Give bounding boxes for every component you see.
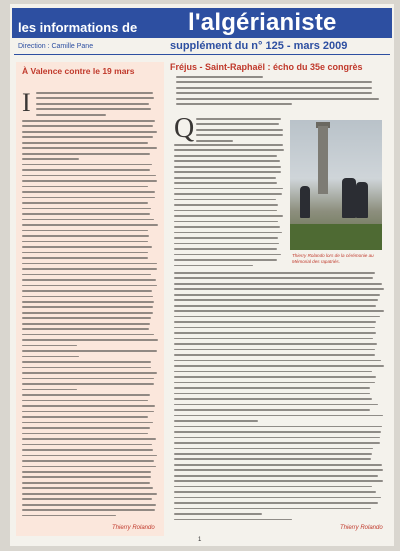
text-line: [22, 279, 156, 281]
person-figure: [300, 186, 310, 218]
text-line: [174, 393, 370, 395]
text-line: [174, 508, 371, 510]
text-line: [22, 345, 77, 347]
text-line: [22, 411, 154, 413]
text-line: [174, 215, 283, 217]
text-line: [22, 339, 158, 341]
text-line: [176, 87, 372, 89]
text-line: [176, 92, 372, 94]
text-line: [22, 438, 156, 440]
left-article-body-short: [36, 92, 158, 119]
text-line: [22, 416, 148, 418]
text-line: [22, 487, 153, 489]
text-line: [174, 338, 373, 340]
text-line: [22, 306, 153, 308]
text-line: [22, 328, 149, 330]
text-line: [196, 123, 279, 125]
text-line: [196, 134, 283, 136]
text-line: [174, 283, 382, 285]
text-line: [174, 210, 277, 212]
masthead-prefix: les informations de: [18, 20, 138, 35]
text-line: [174, 144, 283, 146]
page-number: 1: [198, 537, 202, 543]
text-line: [174, 437, 380, 439]
text-line: [174, 166, 281, 168]
text-line: [174, 448, 373, 450]
text-line: [174, 480, 383, 482]
text-line: [22, 317, 151, 319]
newspaper-page: [10, 4, 394, 546]
text-line: [22, 142, 148, 144]
text-line: [22, 378, 154, 380]
text-line: [22, 422, 153, 424]
text-line: [22, 235, 149, 237]
header-divider: [14, 54, 390, 55]
masthead-title: l'algérianiste: [188, 9, 337, 36]
text-line: [22, 389, 77, 391]
left-article-dropcap: I: [22, 88, 31, 117]
text-line: [174, 277, 373, 279]
text-line: [176, 98, 379, 100]
text-line: [174, 442, 380, 444]
text-line: [174, 409, 370, 411]
text-line: [22, 180, 157, 182]
text-line: [22, 224, 158, 226]
text-line: [174, 160, 280, 162]
text-line: [174, 243, 279, 245]
text-line: [22, 296, 153, 298]
text-line: [22, 241, 148, 243]
text-line: [22, 147, 157, 149]
text-line: [174, 502, 378, 504]
text-line: [174, 327, 375, 329]
text-line: [22, 356, 79, 358]
text-line: [174, 177, 276, 179]
left-article-title: À Valence contre le 19 mars: [22, 66, 135, 76]
text-line: [174, 265, 253, 267]
text-line: [22, 230, 148, 232]
text-line: [22, 285, 157, 287]
text-line: [196, 140, 233, 142]
photo-caption: Thierry Rolando lors de la cérémonie au Mémorial des rapatriés.: [292, 253, 374, 264]
direction-line: Direction : Camille Pane: [18, 43, 94, 50]
text-line: [174, 382, 375, 384]
text-line: [22, 125, 153, 127]
text-line: [22, 482, 150, 484]
text-line: [174, 360, 381, 362]
text-line: [22, 515, 116, 517]
text-line: [174, 519, 292, 521]
text-line: [36, 97, 154, 99]
text-line: [36, 114, 106, 116]
text-line: [22, 186, 148, 188]
text-line: [22, 175, 156, 177]
text-line: [22, 498, 152, 500]
text-line: [36, 108, 151, 110]
text-line: [174, 199, 276, 201]
text-line: [174, 354, 375, 356]
supplement-line: supplément du n° 125 - mars 2009: [170, 40, 348, 52]
right-article-signature: Thierry Rolando: [340, 525, 383, 531]
text-line: [174, 149, 284, 151]
text-line: [174, 294, 380, 296]
text-line: [22, 361, 151, 363]
congress-photo: [290, 120, 382, 250]
right-article-body-side: [174, 144, 284, 270]
text-line: [22, 252, 148, 254]
text-line: [174, 171, 281, 173]
masthead-banner: [12, 8, 392, 38]
text-line: [22, 208, 151, 210]
text-line: [174, 188, 283, 190]
text-line: [174, 398, 372, 400]
text-line: [22, 246, 152, 248]
text-line: [174, 254, 281, 256]
text-line: [174, 204, 278, 206]
text-line: [174, 288, 384, 290]
text-line: [174, 426, 382, 428]
text-line: [174, 431, 381, 433]
text-line: [22, 367, 151, 369]
text-line: [174, 310, 384, 312]
text-line: [174, 259, 277, 261]
text-line: [174, 248, 277, 250]
text-line: [174, 221, 278, 223]
text-line: [174, 458, 371, 460]
text-line: [22, 268, 157, 270]
right-article-intro: [176, 76, 384, 109]
text-line: [174, 469, 383, 471]
text-line: [174, 365, 384, 367]
text-line: [196, 118, 281, 120]
text-line: [22, 169, 150, 171]
memorial-tower: [318, 126, 328, 194]
right-article-title: Fréjus - Saint-Raphaël : écho du 35e congrès: [170, 62, 363, 72]
text-line: [22, 350, 157, 352]
text-line: [22, 312, 153, 314]
text-line: [22, 202, 148, 204]
text-line: [174, 305, 376, 307]
text-line: [174, 182, 277, 184]
text-line: [174, 272, 375, 274]
text-line: [22, 476, 151, 478]
text-line: [174, 404, 378, 406]
text-line: [174, 486, 372, 488]
text-line: [22, 427, 150, 429]
text-line: [22, 433, 148, 435]
text-line: [176, 103, 292, 105]
text-line: [174, 376, 376, 378]
text-line: [174, 332, 376, 334]
text-line: [22, 323, 150, 325]
text-line: [22, 493, 157, 495]
text-line: [22, 372, 157, 374]
text-line: [22, 153, 150, 155]
text-line: [22, 164, 152, 166]
text-line: [176, 76, 263, 78]
text-line: [22, 444, 152, 446]
text-line: [22, 213, 150, 215]
text-line: [22, 158, 79, 160]
person-figure: [342, 178, 356, 218]
text-line: [22, 301, 154, 303]
text-line: [174, 193, 282, 195]
text-line: [174, 371, 372, 373]
text-line: [22, 120, 155, 122]
text-line: [22, 509, 155, 511]
text-line: [174, 343, 377, 345]
text-line: [22, 400, 148, 402]
right-article-body-bottom: [174, 272, 384, 524]
text-line: [36, 92, 153, 94]
text-line: [22, 219, 154, 221]
text-line: [22, 257, 148, 259]
text-line: [174, 464, 382, 466]
text-line: [174, 420, 258, 422]
text-line: [22, 290, 152, 292]
text-line: [22, 405, 155, 407]
grass-foreground: [290, 224, 382, 250]
text-line: [22, 274, 151, 276]
text-line: [22, 197, 155, 199]
text-line: [174, 513, 262, 515]
left-article-body: [22, 120, 158, 520]
text-line: [174, 226, 280, 228]
person-figure: [356, 182, 368, 218]
text-line: [22, 131, 157, 133]
text-line: [174, 237, 278, 239]
left-article: [16, 62, 164, 536]
right-article-dropcap: Q: [174, 113, 195, 144]
text-line: [196, 129, 283, 131]
text-line: [36, 103, 149, 105]
text-line: [176, 81, 372, 83]
text-line: [22, 263, 157, 265]
right-article-body-top: [196, 118, 284, 145]
text-line: [174, 349, 375, 351]
left-article-signature: Thierry Rolando: [112, 525, 155, 531]
text-line: [174, 475, 378, 477]
text-line: [22, 383, 154, 385]
text-line: [174, 497, 381, 499]
text-line: [174, 299, 378, 301]
text-line: [22, 394, 150, 396]
text-line: [22, 455, 157, 457]
text-line: [22, 504, 156, 506]
text-line: [22, 334, 154, 336]
text-line: [22, 136, 153, 138]
text-line: [174, 321, 376, 323]
text-line: [22, 191, 155, 193]
text-line: [174, 453, 372, 455]
text-line: [174, 491, 376, 493]
text-line: [22, 460, 154, 462]
text-line: [174, 155, 277, 157]
text-line: [174, 232, 282, 234]
text-line: [174, 415, 383, 417]
text-line: [22, 471, 151, 473]
text-line: [22, 466, 156, 468]
text-line: [22, 449, 153, 451]
text-line: [174, 387, 370, 389]
text-line: [174, 316, 380, 318]
